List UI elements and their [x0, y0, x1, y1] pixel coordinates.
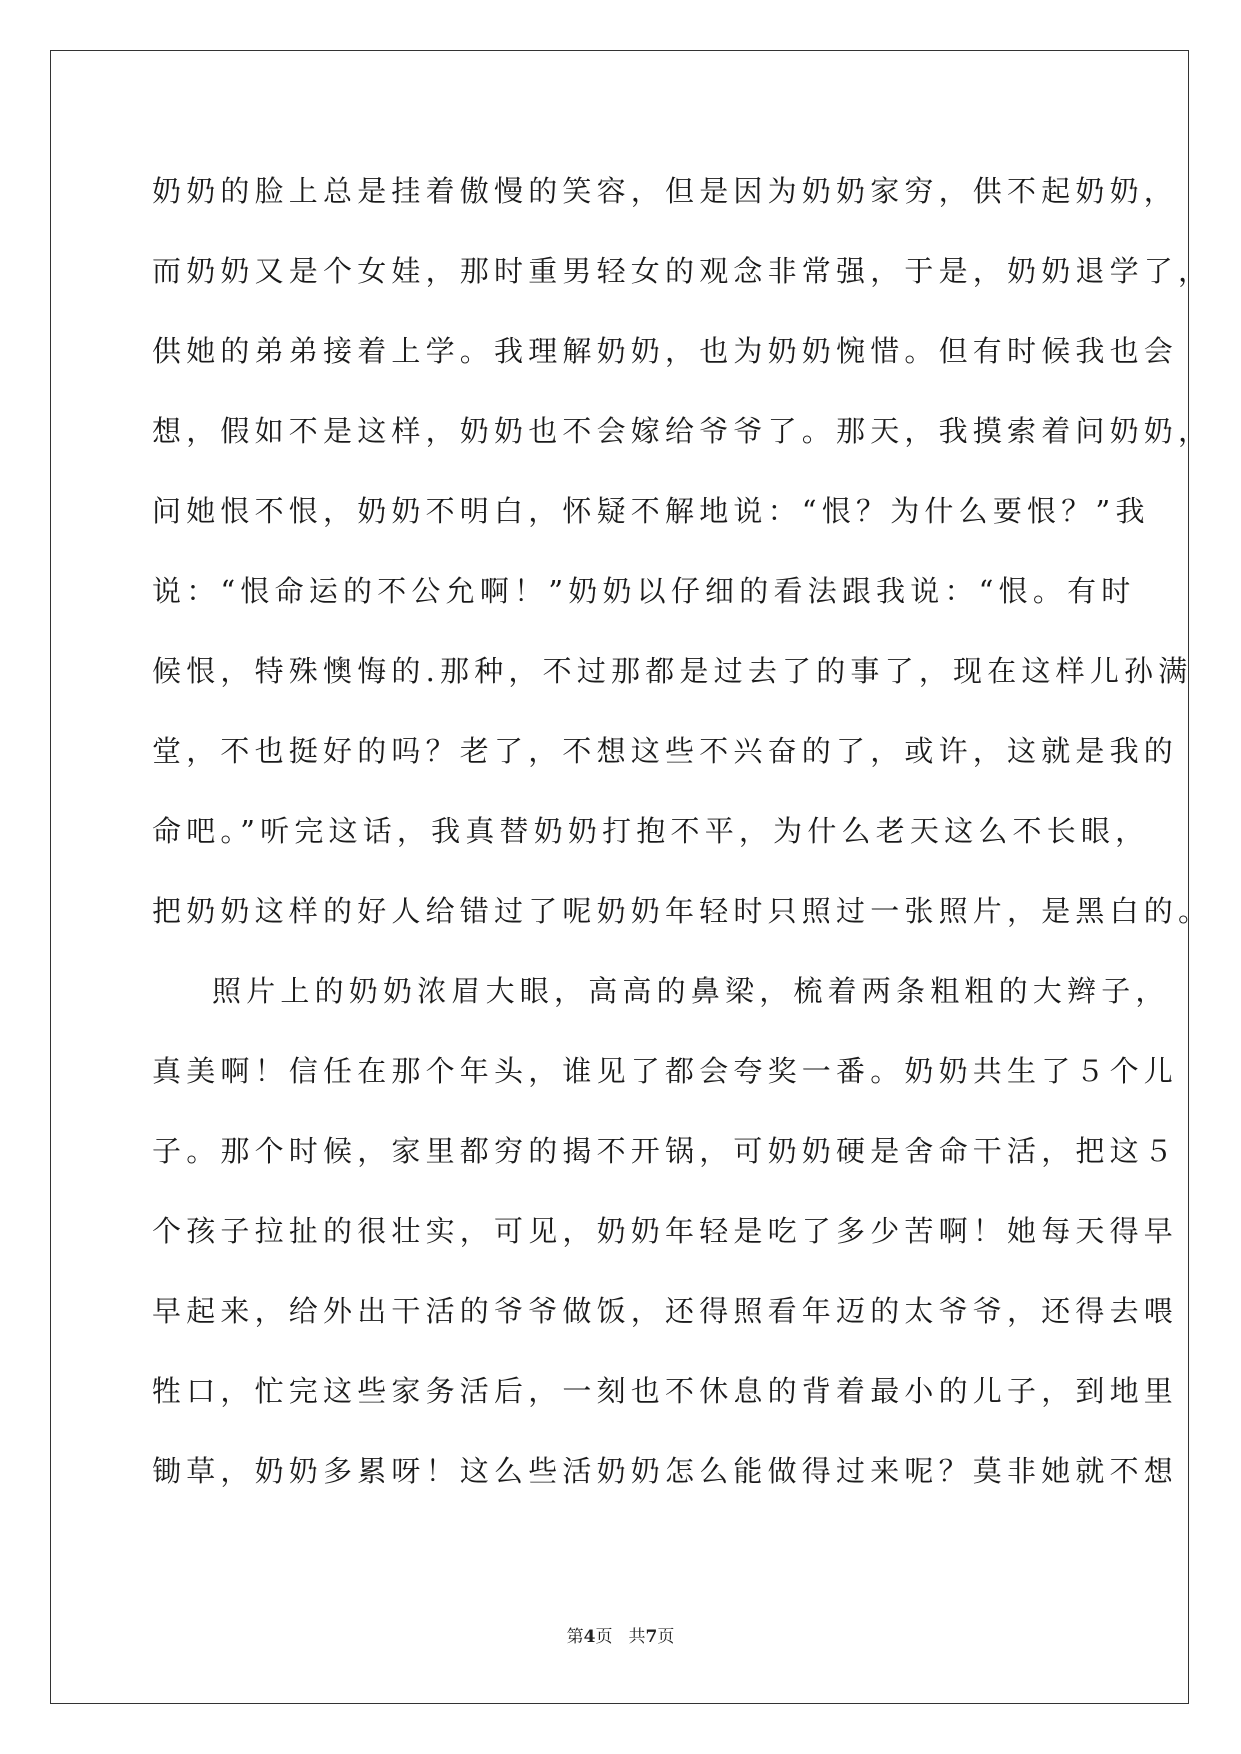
text-line: 个孩子拉扯的很壮实，可见，奶奶年轻是吃了多少苦啊！她每天得早	[152, 1214, 1179, 1248]
text-line: 牲口，忙完这些家务活后，一刻也不休息的背着最小的儿子，到地里	[152, 1374, 1179, 1408]
text-line: 候恨，特殊懊悔的.那种，不过那都是过去了的事了，现在这样儿孙满	[152, 654, 1193, 688]
text-line: 而奶奶又是个女娃，那时重男轻女的观念非常强，于是，奶奶退学了，	[152, 254, 1213, 288]
paragraph-start-line: 照片上的奶奶浓眉大眼，高高的鼻梁，梳着两条粗粗的大辫子，	[212, 974, 1170, 1008]
text-line: 供她的弟弟接着上学。我理解奶奶，也为奶奶惋惜。但有时候我也会	[152, 334, 1179, 368]
text-line: 子。那个时候，家里都穷的揭不开锅，可奶奶硬是舍命干活，把这５	[152, 1134, 1179, 1168]
text-line: 问她恨不恨，奶奶不明白，怀疑不解地说：“恨？为什么要恨？”我	[152, 494, 1150, 528]
text-line: 早起来，给外出干活的爷爷做饭，还得照看年迈的太爷爷，还得去喂	[152, 1294, 1179, 1328]
text-line: 想，假如不是这样，奶奶也不会嫁给爷爷了。那天，我摸索着问奶奶，	[152, 414, 1213, 448]
document-body	[152, 166, 1213, 1526]
total-prefix: 共	[628, 1627, 646, 1647]
text-line: 真美啊！信任在那个年头，谁见了都会夸奖一番。奶奶共生了５个儿	[152, 1054, 1179, 1088]
text-line: 堂，不也挺好的吗？老了，不想这些不兴奋的了，或许，这就是我的	[152, 734, 1179, 768]
text-line: 奶奶的脸上总是挂着傲慢的笑容，但是因为奶奶家穷，供不起奶奶，	[152, 174, 1179, 208]
page-prefix: 第	[566, 1627, 584, 1647]
total-page-count: 7	[645, 1627, 658, 1647]
text-line: 锄草，奶奶多累呀！这么些活奶奶怎么能做得过来呢？莫非她就不想	[152, 1454, 1179, 1488]
page-number-footer	[0, 1622, 1241, 1647]
text-line: 命吧。”听完这话，我真替奶奶打抱不平，为什么老天这么不长眼，	[152, 814, 1150, 848]
current-page-number: 4	[583, 1627, 596, 1647]
total-suffix: 页	[657, 1627, 675, 1647]
text-line: 说：“恨命运的不公允啊！”奶奶以仔细的看法跟我说：“恨。有时	[152, 574, 1136, 608]
page-suffix: 页	[595, 1627, 613, 1647]
text-line: 把奶奶这样的好人给错过了呢奶奶年轻时只照过一张照片，是黑白的。	[152, 894, 1213, 928]
